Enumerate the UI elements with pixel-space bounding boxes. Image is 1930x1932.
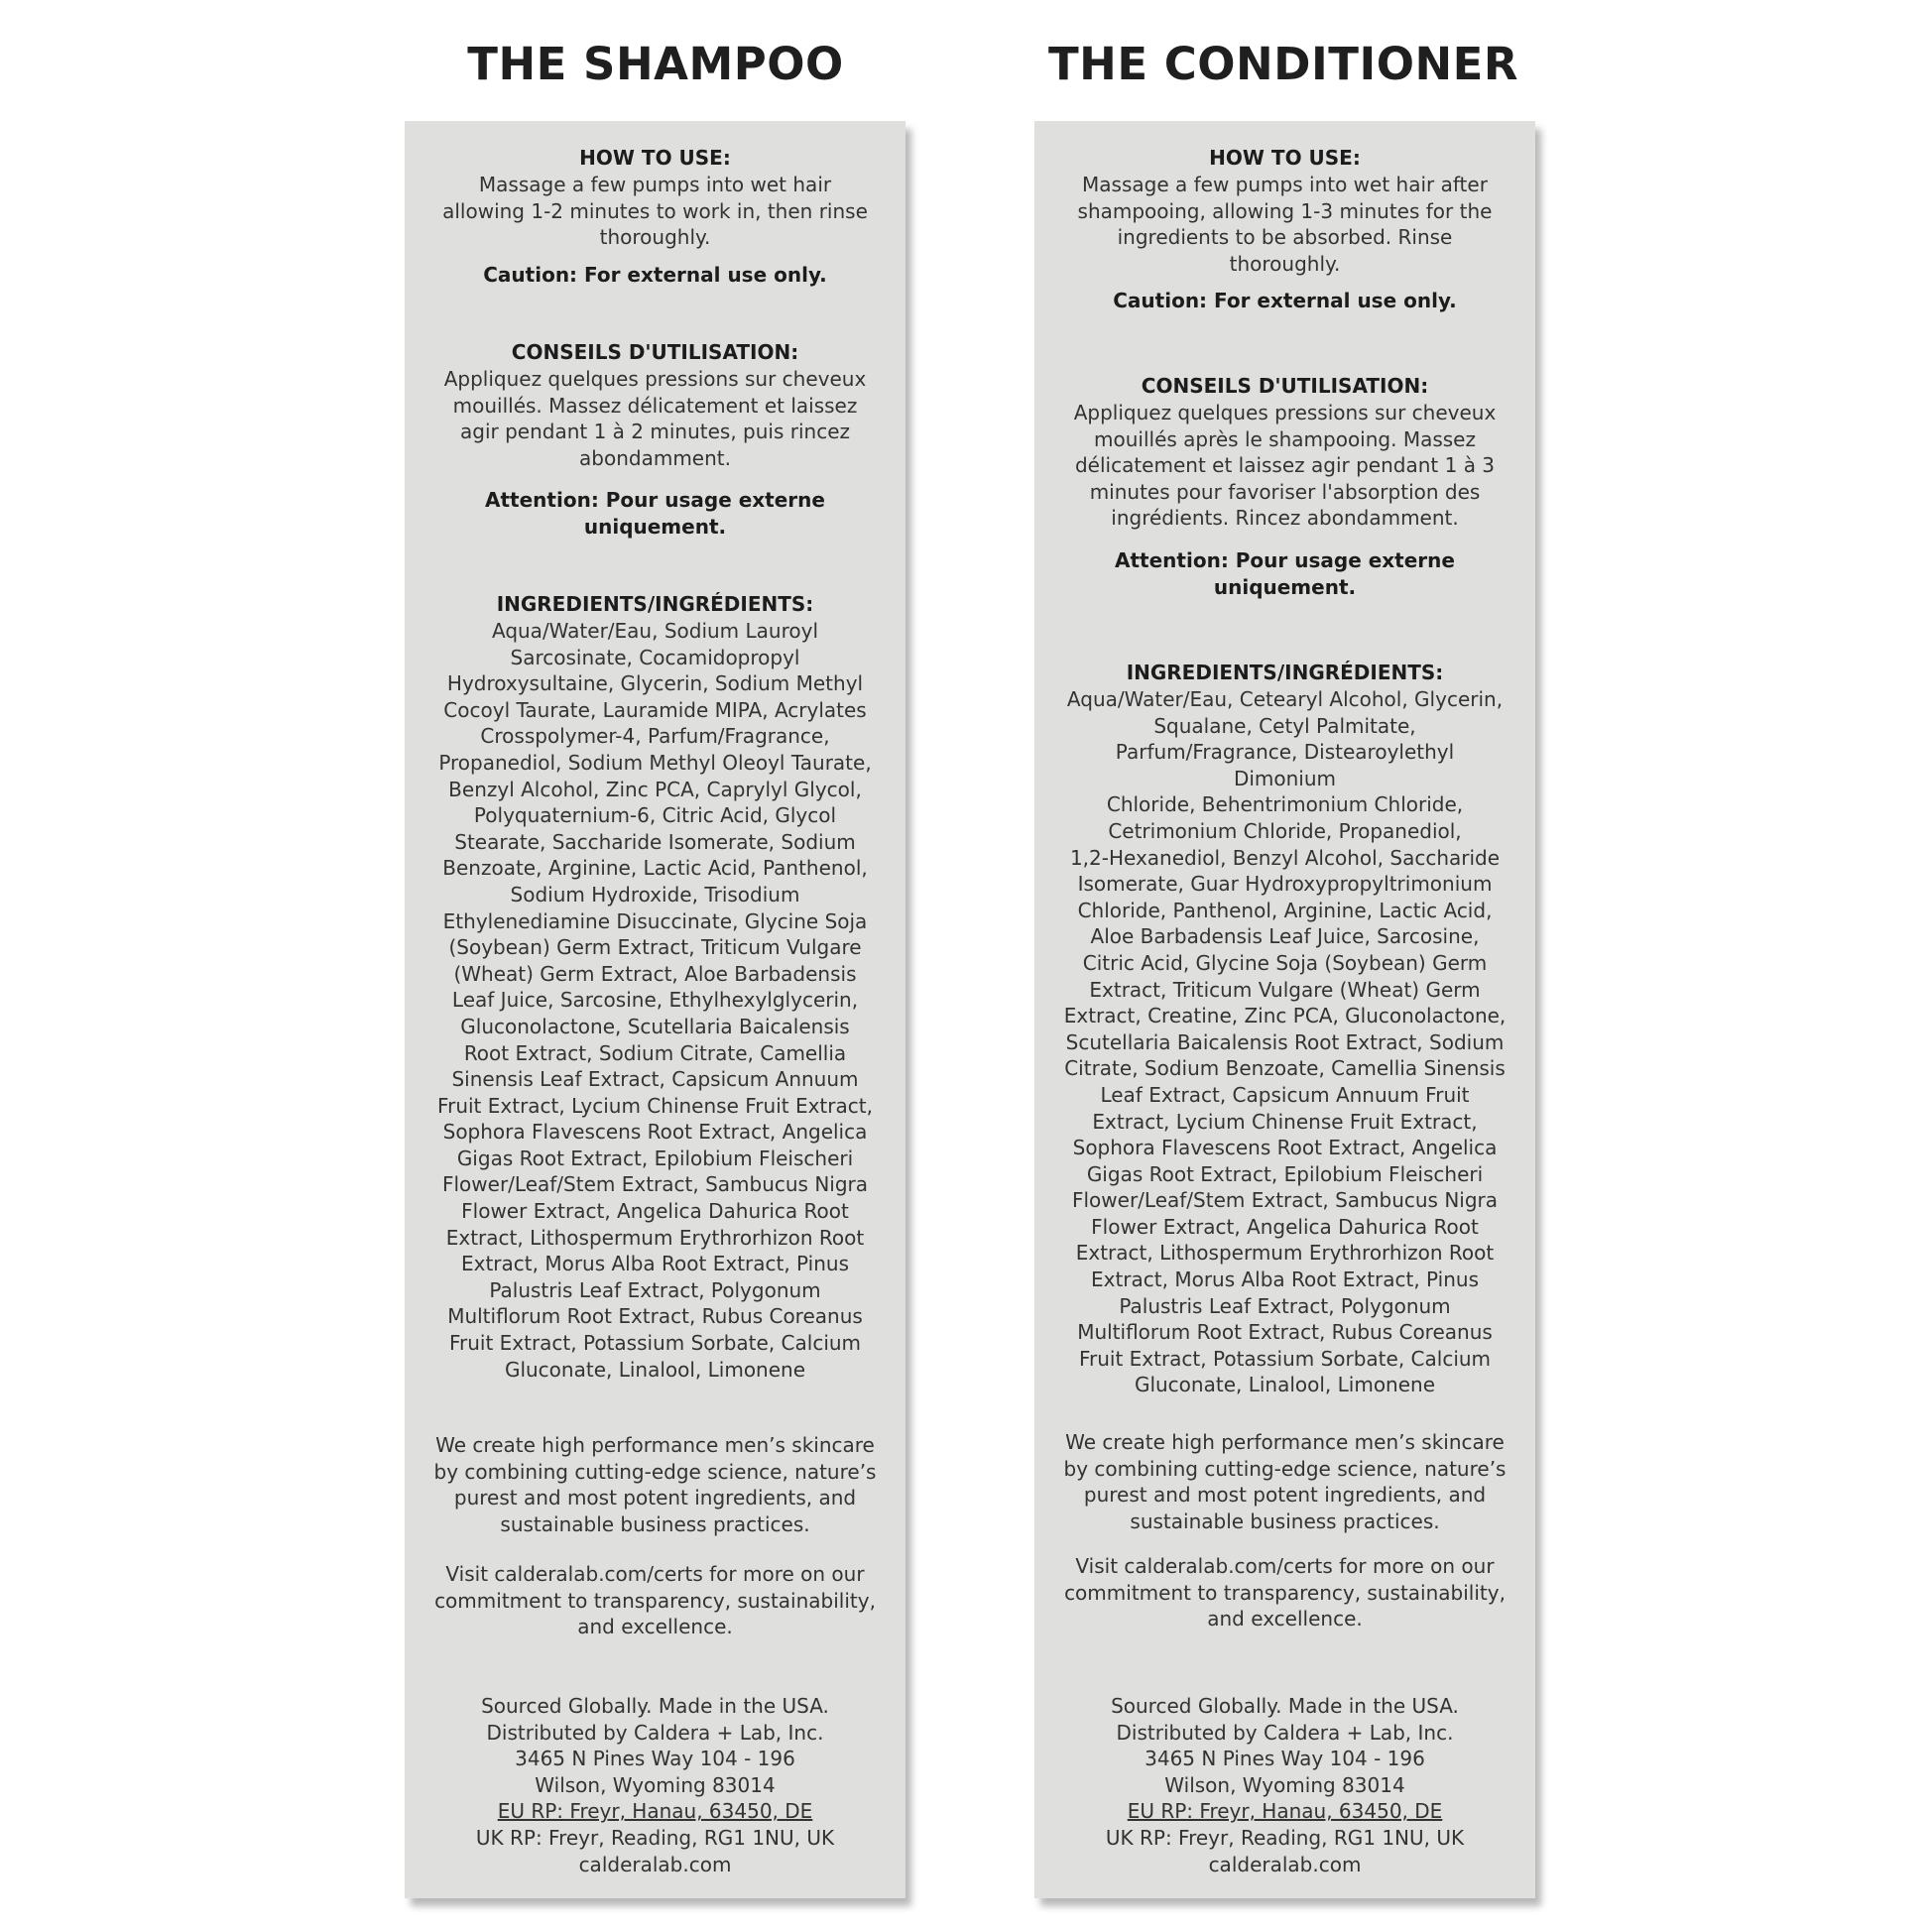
conditioner-caution: Caution: For external use only. <box>1113 289 1457 312</box>
conditioner-website: calderalab.com <box>1208 1852 1362 1876</box>
conditioner-ingredients-text: Aqua/Water/Eau, Cetearyl Alcohol, Glycerin, Squalane, Cetyl Palmitate, Parfum/Fragrance, Distearoylethyl Dimonium Chloride, Behentrimonium Chloride, Cetrimonium Chloride, Propanediol, 1,2-Hexanediol, Benzyl Alcohol, Saccharide Isomerate, Guar Hydroxypropyltrimonium Chloride, Panthenol, Arginine, Lactic Acid, Aloe Barbadensis Leaf Juice, Sarcosine, Citric Acid, Glycine Soja (Soybean) Germ Extract, Triticum Vulgare (Wheat) Germ Extract, Creatine, Zinc PCA, Gluconolactone, Scutellaria Baicalensis Root Extract, Sodium Citrate, Sodium Benzoate, Camellia Sinensis Leaf Extract, Capsicum Annuum Fruit Extract, Lycium Chinense Fruit Extract, Sophora Flavescens Root Extract, Angelica Gigas Root Extract, Epilobium Fleischeri Flower/Leaf/Stem Extract, Sambucus Nigra Flower Extract, Angelica Dahurica Root Extract, Lithospermum Erythrorhizon Root Extract, Morus Alba Root Extract, Pinus Palustris Leaf Extract, Polygonum Multiflorum Root Extract, Rubus Coreanus Fruit Extract, Potassium Sorbate, Calcium Gluconate, Linalool, Limonene <box>1063 687 1507 1397</box>
shampoo-address <box>432 1693 878 1877</box>
conditioner-label-panel <box>1034 121 1535 1898</box>
conditioner-address-line: Wilson, Wyoming 83014 <box>1164 1772 1405 1797</box>
shampoo-conseils-text: Appliquez quelques pressions sur cheveux mouillés. Massez délicatement et laissez agir pendant 1 à 2 minutes, puis rincez abondamment. <box>443 367 867 470</box>
conditioner-how-to-use-text: Massage a few pumps into wet hair after shampooing, allowing 1-3 minutes for the ingredients to be absorbed. Rinse thoroughly. <box>1077 173 1493 276</box>
shampoo-address-line: Wilson, Wyoming 83014 <box>535 1772 776 1797</box>
shampoo-address-line: Sourced Globally. Made in the USA. <box>481 1694 829 1718</box>
conditioner-address-line: 3465 N Pines Way 104 - 196 <box>1145 1747 1425 1771</box>
conditioner-attention: Attention: Pour usage externe uniquement. <box>1115 548 1455 599</box>
conditioner-address-line: Distributed by Caldera + Lab, Inc. <box>1116 1720 1454 1745</box>
shampoo-mission-text: We create high performance men’s skincare by combining cutting-edge science, nature’s purest and most potent ingredients, and sustainable business practices. <box>433 1433 877 1536</box>
shampoo-ingredients-text: Aqua/Water/Eau, Sodium Lauroyl Sarcosinate, Cocamidopropyl Hydroxysultaine, Glycerin, Sodium Methyl Cocoyl Taurate, Lauramide MIPA, Acrylates Crosspolymer-4, Parfum/Fragrance, Propanediol, Sodium Methyl Oleoyl Taurate, Benzyl Alcohol, Zinc PCA, Caprylyl Glycol, Polyquaternium-6, Citric Acid, Glycol Stearate, Saccharide Isomerate, Sodium Benzoate, Arginine, Lactic Acid, Panthenol, Sodium Hydroxide, Trisodium Ethylenediamine Disuccinate, Glycine Soja (Soybean) Germ Extract, Triticum Vulgare (Wheat) Germ Extract, Aloe Barbadensis Leaf Juice, Sarcosine, Ethylhexylglycerin, Gluconolactone, Scutellaria Baicalensis Root Extract, Sodium Citrate, Camellia Sinensis Leaf Extract, Capsicum Annuum Fruit Extract, Lycium Chinense Fruit Extract, Sophora Flavescens Root Extract, Angelica Gigas Root Extract, Epilobium Fleischeri Flower/Leaf/Stem Extract, Sambucus Nigra Flower Extract, Angelica Dahurica Root Extract, Lithospermum Erythrorhizon Root Extract, Morus Alba Root Extract, Pinus Palustris Leaf Extract, Polygonum Multiflorum Root Extract, Rubus Coreanus Fruit Extract, Potassium Sorbate, Calcium Gluconate, Linalool, Limonene <box>437 619 873 1382</box>
shampoo-conseils-heading: CONSEILS D'UTILISATION: <box>511 340 799 364</box>
conditioner-how-to-use-heading: HOW TO USE: <box>1209 146 1361 170</box>
shampoo-eu-rp-line: EU RP: Freyr, Hanau, 63450, DE <box>497 1799 813 1824</box>
shampoo-address-line: 3465 N Pines Way 104 - 196 <box>515 1747 795 1771</box>
shampoo-title: THE SHAMPOO <box>467 38 844 90</box>
shampoo-attention: Attention: Pour usage externe uniquement. <box>485 488 825 539</box>
conditioner-conseils-heading: CONSEILS D'UTILISATION: <box>1141 374 1429 398</box>
conditioner-title: THE CONDITIONER <box>1047 38 1519 90</box>
conditioner-eu-rp-line: EU RP: Freyr, Hanau, 63450, DE <box>1127 1799 1443 1824</box>
shampoo-caution: Caution: For external use only. <box>483 263 827 287</box>
conditioner-address-line: Sourced Globally. Made in the USA. <box>1111 1694 1459 1718</box>
conditioner-mission-text: We create high performance men’s skincare by combining cutting-edge science, nature’s purest and most potent ingredients, and sustainable business practices. <box>1063 1430 1507 1533</box>
shampoo-website: calderalab.com <box>578 1852 732 1876</box>
conditioner-ingredients-heading: INGREDIENTS/INGRÉDIENTS: <box>1126 661 1444 684</box>
shampoo-ingredients-heading: INGREDIENTS/INGRÉDIENTS: <box>496 592 814 616</box>
conditioner-visit-text: Visit calderalab.com/certs for more on our commitment to transparency, sustainability, and excellence. <box>1064 1554 1506 1631</box>
conditioner-uk-rp-line: UK RP: Freyr, Reading, RG1 1NU, UK <box>1105 1825 1465 1850</box>
conditioner-address <box>1062 1693 1508 1877</box>
shampoo-visit-text: Visit calderalab.com/certs for more on our commitment to transparency, sustainability, and excellence. <box>434 1562 876 1639</box>
shampoo-how-to-use-text: Massage a few pumps into wet hair allowing 1-2 minutes to work in, then rinse thoroughly. <box>442 173 868 250</box>
shampoo-how-to-use-heading: HOW TO USE: <box>579 146 731 170</box>
shampoo-uk-rp-line: UK RP: Freyr, Reading, RG1 1NU, UK <box>475 1825 835 1850</box>
shampoo-label-panel <box>405 121 905 1898</box>
conditioner-conseils-text: Appliquez quelques pressions sur cheveux mouillés après le shampooing. Massez délicatement et laissez agir pendant 1 à 3 minutes pour favoriser l'absorption des ingrédients. Rincez abondamment. <box>1073 401 1497 531</box>
shampoo-address-line: Distributed by Caldera + Lab, Inc. <box>486 1720 824 1745</box>
